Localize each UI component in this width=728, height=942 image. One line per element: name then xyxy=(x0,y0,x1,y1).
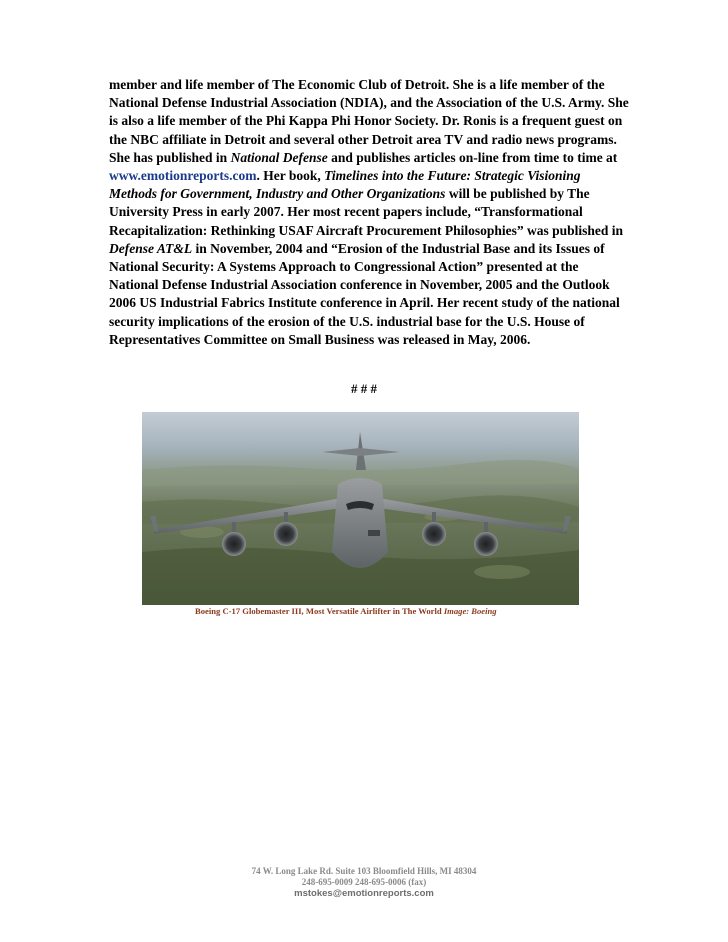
footer-email[interactable]: mstokes@emotionreports.com xyxy=(294,888,434,899)
publication-name: National Defense xyxy=(230,149,328,165)
paragraph-text: member and life member of The Economic Club of Detroit. She is a life member of the National Defense Industrial Association (NDIA), and the Association of the U.S. Army. She is also a life member of the Phi Kappa Phi Honor Society. Dr. Ronis is a frequent guest on the NBC affiliate in Detroit and several other Detroit area TV and radio news programs. She has published in xyxy=(109,77,629,165)
footer-address: 74 W. Long Lake Rd. Suite 103 Bloomfield Hills, MI 48304 xyxy=(251,866,477,876)
book-title: Timelines into the Future: Strategic Visioning Methods for Government, Industry and Other Organizations xyxy=(109,168,581,202)
paragraph-text: will be published by The University Press in early 2007. Her most recent papers include, “Transformational Recapitalization: Rethinking USAF Aircraft Procurement Philosophies” was published in xyxy=(109,186,624,238)
image-credit: Image: Boeing xyxy=(443,606,497,616)
c17-aircraft-photo xyxy=(142,412,579,605)
paragraph-text: . Her book, xyxy=(256,168,325,184)
publication-name: Defense AT&L xyxy=(109,240,193,256)
photo-caption xyxy=(195,606,595,616)
page-footer xyxy=(0,866,728,899)
footer-phone: 248-695-0009 248-695-0006 (fax) xyxy=(301,877,427,887)
paragraph-text: and publishes articles on-line from time to time at xyxy=(327,149,618,165)
biography-paragraph xyxy=(109,76,629,349)
section-separator: # # # xyxy=(351,381,377,396)
website-link[interactable]: www.emotionreports.com xyxy=(109,168,257,184)
paragraph-text: in November, 2004 and “Erosion of the Industrial Base and its Issues of National Security: A Systems Approach to Congressional Action” presented at the National Defense Industrial Association conference in November, 2005 and the Outlook 2006 US Industrial Fabrics Institute conference in April. Her recent study of the national security implications of the erosion of the U.S. industrial base for the U.S. House of Representatives Committee on Small Business was released in May, 2006. xyxy=(109,240,620,347)
caption-text: Boeing C-17 Globemaster III, Most Versatile Airlifter in The World xyxy=(195,606,442,616)
